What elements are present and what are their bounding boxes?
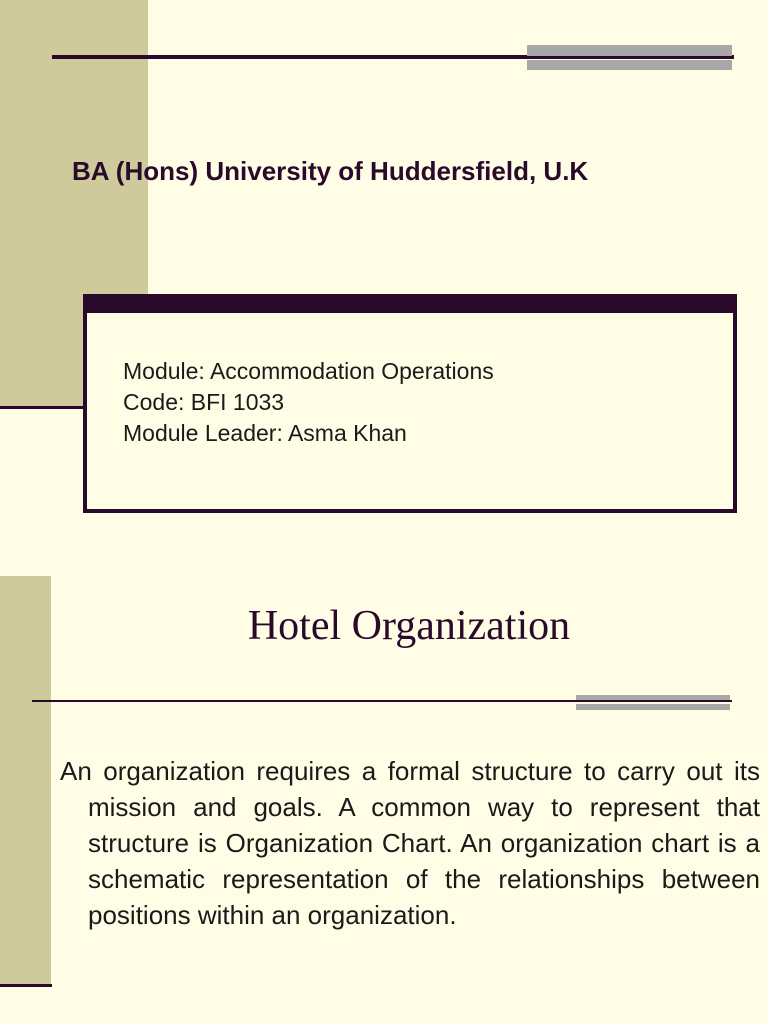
slide1-heading: BA (Hons) University of Huddersfield, U.K: [72, 156, 589, 186]
slide2-body-text: An organization requires a formal structure to carry out its mission and goals. A common way to represent that structure is Organization Chart. An organization chart is a schematic representation of the relationships between positions within an organization.: [60, 756, 760, 930]
slide2-bottom-rule: [0, 984, 52, 987]
slide2-title-rule: [32, 700, 732, 702]
module-leader-line: Module Leader: Asma Khan: [123, 420, 407, 446]
slide1-grey-bar-upper: [527, 45, 732, 56]
module-name-line: Module: Accommodation Operations: [123, 358, 494, 384]
slide1-grey-bar-lower: [527, 60, 732, 70]
slide1-left-rule: [0, 406, 86, 409]
module-code-line: Code: BFI 1033: [123, 389, 285, 415]
slide2-title: Hotel Organization: [247, 603, 571, 649]
slide2-grey-bar-upper: [576, 695, 730, 700]
module-info-box: [83, 294, 737, 513]
slide2-grey-bar-lower: [576, 704, 730, 710]
module-info-lines: [123, 356, 494, 449]
